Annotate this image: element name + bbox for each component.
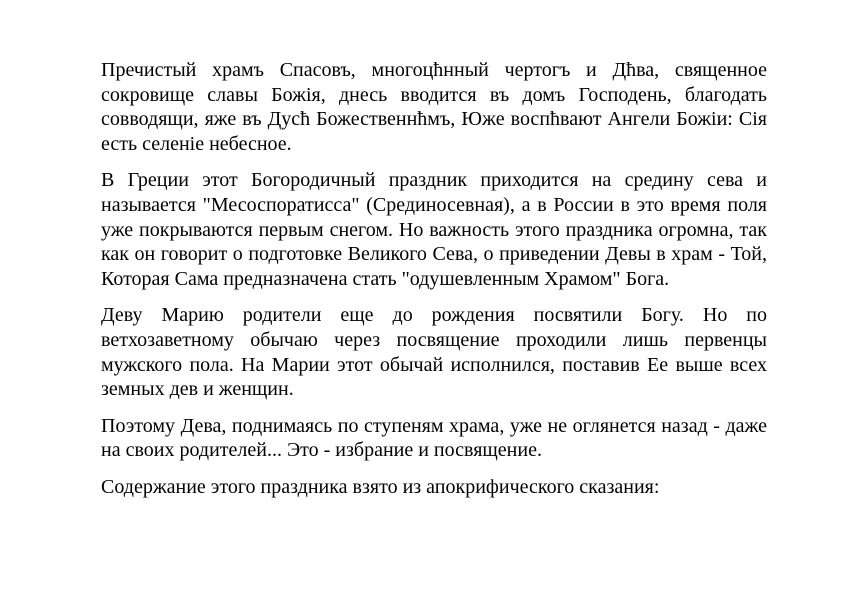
paragraph-troparion: Пречистый храмъ Спасовъ, многоцћнный чертогъ и Дћва, священное сокровище славы Божія, днесь вводится въ домъ Господень, благодать совводящи, яже въ Дусћ Божественнћмъ, Юже воспћвают Ангели Божіи: Сія есть селеніе небесное.	[101, 59, 767, 155]
paragraph-greece-feast: В Греции этот Богородичный праздник приходится на средину сева и называется "Месоспоратисса" (Срединосевная), а в России в это время поля уже покрываются первым снегом. Но важность этого праздника огромна, так как он говорит о подготовке Великого Сева, о приведении Девы в храм - Той, Которая Сама предназначена стать "одушевленным Храмом" Бога.	[101, 169, 767, 290]
paragraph-temple-steps: Поэтому Дева, поднимаясь по ступеням храма, уже не оглянется назад - даже на своих родителей... Это - избрание и посвящение.	[101, 414, 767, 462]
document-text	[101, 58, 767, 512]
paragraph-dedication: Деву Марию родители еще до рождения посвятили Богу. Но по ветхозаветному обычаю через посвящение проходили лишь первенцы мужского пола. На Марии этот обычай исполнился, поставив Ее выше всех земных дев и женщин.	[101, 304, 767, 401]
paragraph-apocrypha: Содержание этого праздника взято из апокрифического сказания:	[101, 475, 660, 498]
